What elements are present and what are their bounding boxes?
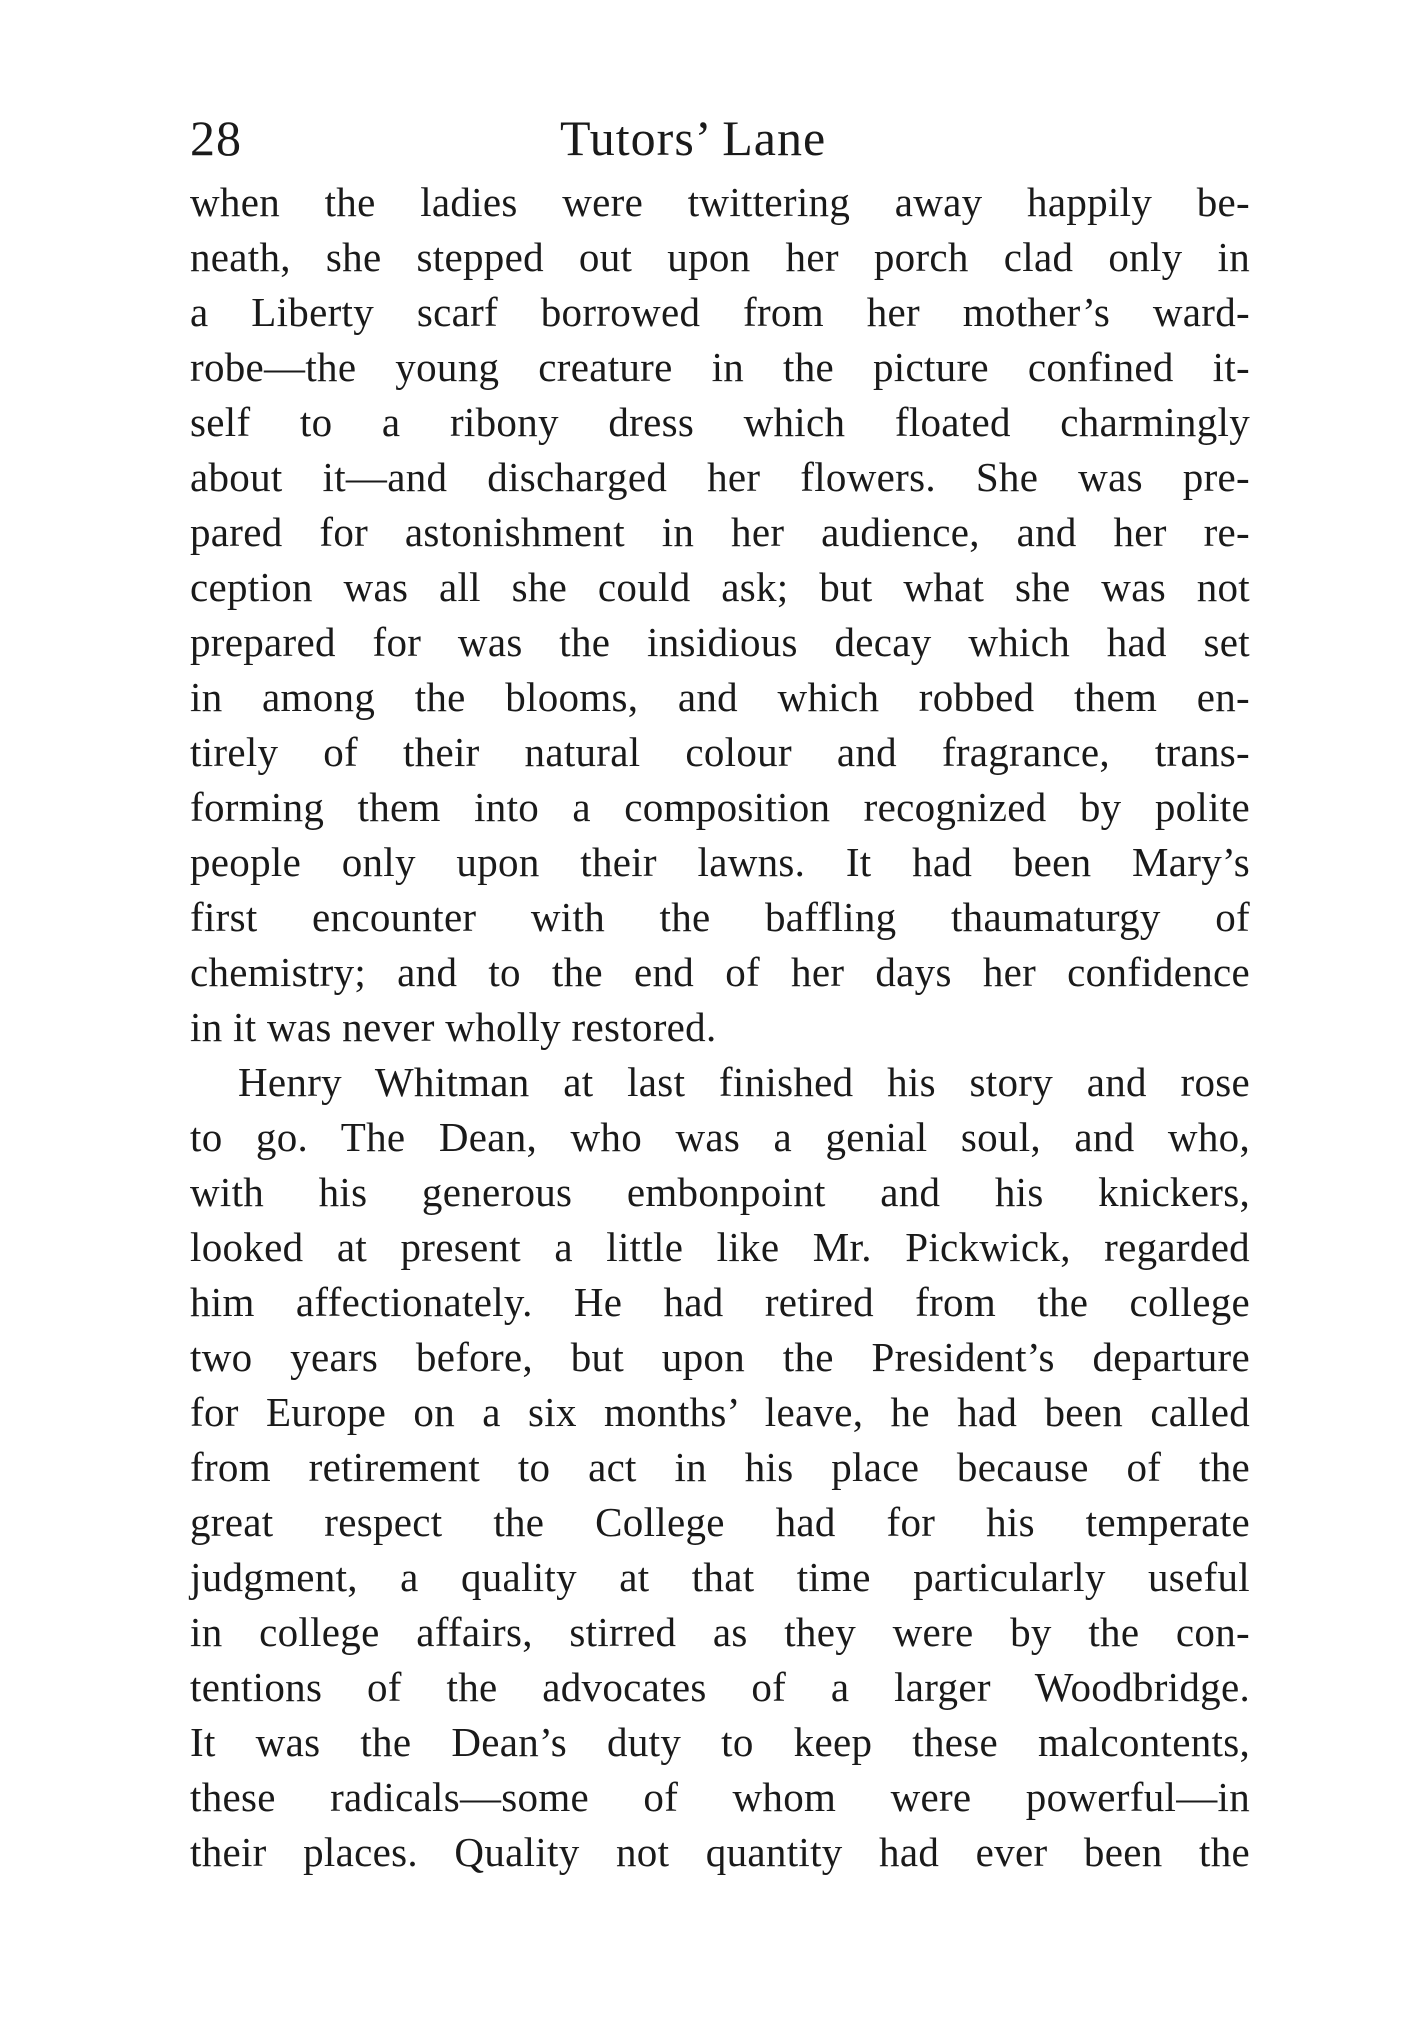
text-line: people only upon their lawns. It had been Mary’s [190, 839, 1250, 885]
text-line: in college affairs, stirred as they were by the con- [190, 1609, 1250, 1655]
text-line: with his generous embonpoint and his knickers, [190, 1169, 1250, 1215]
text-line: forming them into a composition recognized by polite [190, 784, 1250, 830]
text-line: chemistry; and to the end of her days her confidence [190, 949, 1250, 995]
page-number: 28 [190, 110, 242, 166]
paragraph-2 [190, 1055, 1250, 1880]
text-line: about it—and discharged her flowers. She was pre- [190, 454, 1250, 500]
text-line: great respect the College had for his temperate [190, 1499, 1250, 1545]
text-line: these radicals—some of whom were powerful—in [190, 1774, 1250, 1820]
text-line: first encounter with the baffling thaumaturgy of [190, 894, 1250, 940]
text-line: tentions of the advocates of a larger Woodbridge. [190, 1664, 1250, 1710]
text-line: self to a ribony dress which floated charmingly [190, 399, 1250, 445]
running-head [190, 98, 1250, 178]
text-line: It was the Dean’s duty to keep these malcontents, [190, 1719, 1250, 1765]
text-line: a Liberty scarf borrowed from her mother’s ward- [190, 289, 1250, 335]
text-line: from retirement to act in his place because of the [190, 1444, 1250, 1490]
text-line: for Europe on a six months’ leave, he had been called [190, 1389, 1250, 1435]
text-line: prepared for was the insidious decay which had set [190, 619, 1250, 665]
text-line: tirely of their natural colour and fragrance, trans- [190, 729, 1250, 775]
text-line: robe—the young creature in the picture confined it- [190, 344, 1250, 390]
text-line: him affectionately. He had retired from the college [190, 1279, 1250, 1325]
text-line: when the ladies were twittering away happily be- [190, 179, 1250, 225]
text-line: pared for astonishment in her audience, and her re- [190, 509, 1250, 555]
text-line: to go. The Dean, who was a genial soul, and who, [190, 1114, 1250, 1160]
text-line: Henry Whitman at last finished his story and rose [238, 1059, 1250, 1105]
running-title: Tutors’ Lane [560, 110, 827, 166]
text-line: looked at present a little like Mr. Pickwick, regarded [190, 1224, 1250, 1270]
text-line: their places. Quality not quantity had ever been the [190, 1829, 1250, 1875]
text-line: ception was all she could ask; but what she was not [190, 564, 1250, 610]
text-line: in it was never wholly restored. [190, 1004, 717, 1050]
text-line: neath, she stepped out upon her porch clad only in [190, 234, 1250, 280]
text-line: judgment, a quality at that time particularly useful [190, 1554, 1250, 1600]
body-text [190, 175, 1250, 1880]
paragraph-1 [190, 175, 1250, 1055]
text-line: two years before, but upon the President’s departure [190, 1334, 1250, 1380]
text-line: in among the blooms, and which robbed them en- [190, 674, 1250, 720]
